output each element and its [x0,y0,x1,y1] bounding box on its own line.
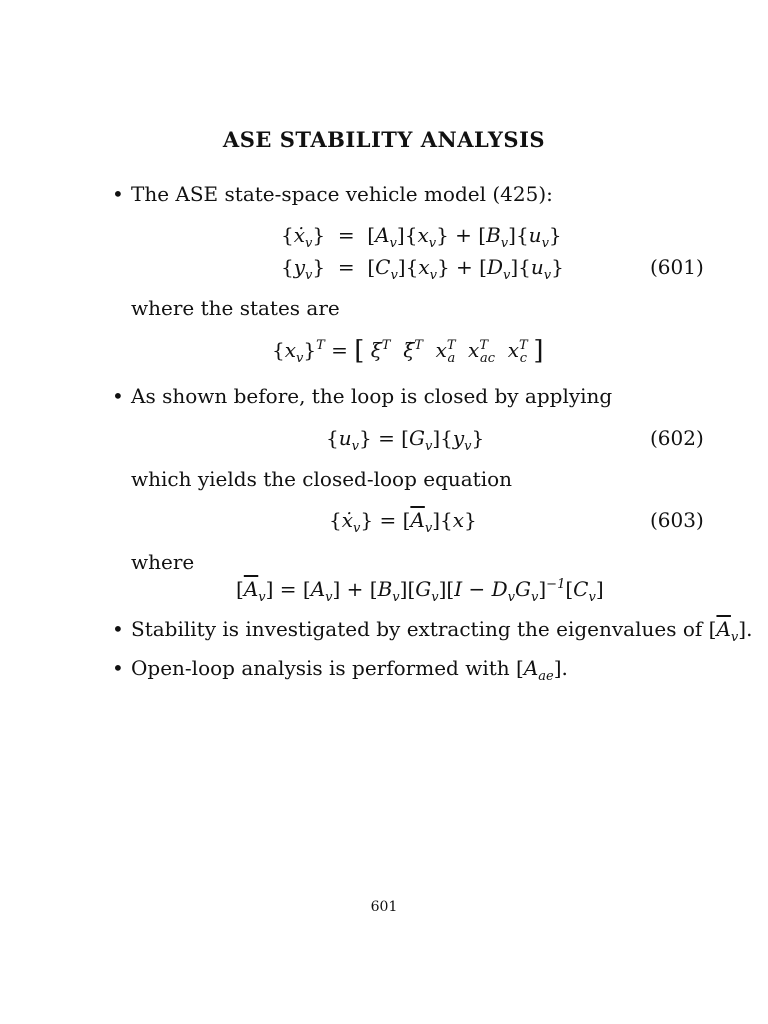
bullet-text-loop-closed: As shown before, the loop is closed by applying [131,384,613,408]
bullet-text-state-space-model: The ASE state-space vehicle model (425): [131,182,553,206]
bullet-icon: • [112,182,124,206]
equation-state-vector: $\{x_v\}^T$ = [ $\xi^T$ ξ̇$^T$ $x^T_a$ $x^T_{ac}$ $x^T_c$ ] [272,336,544,366]
paragraph-where: where [131,550,195,574]
bullet-icon: • [112,384,124,408]
equation-number: (602) [650,426,704,450]
page-title: ASE STABILITY ANALYSIS [222,127,546,152]
equation-control-law: $\{u_v\} = [G_v]\{y_v\}$ [326,426,485,454]
equation-state: {ẋ$_v$} = $[A_v]\{x_v\} + [B_v]\{u_v\}$ [281,223,562,251]
bullet-icon: • [112,617,124,641]
paragraph-closed-loop-intro: which yields the closed-loop equation [131,467,513,491]
bullet-icon: • [112,656,124,680]
bullet-text-open-loop: Open-loop analysis is performed with $[A_{ae}]$. [131,656,568,684]
equation-abar-definition: $[\overline{A}_v] = [A_v] + [B_v][G_v][I - D_vG_v]^{-1}[C_v]$ [236,577,604,605]
equation-output: $\{y_v\} = [C_v]\{x_v\} + [D_v]\{u_v\}$ [281,255,564,283]
paragraph-states-intro: where the states are [131,296,340,320]
equation-number: (601) [650,255,704,279]
bullet-text-stability: Stability is investigated by extracting the eigenvalues of $[\overline{A}_v]$. [131,617,753,645]
page-number: 601 [370,899,398,915]
equation-number: (603) [650,508,704,532]
equation-closed-loop: {ẋ$_v$} = $[\overline{A}_v]\{x\}$ [329,508,477,536]
